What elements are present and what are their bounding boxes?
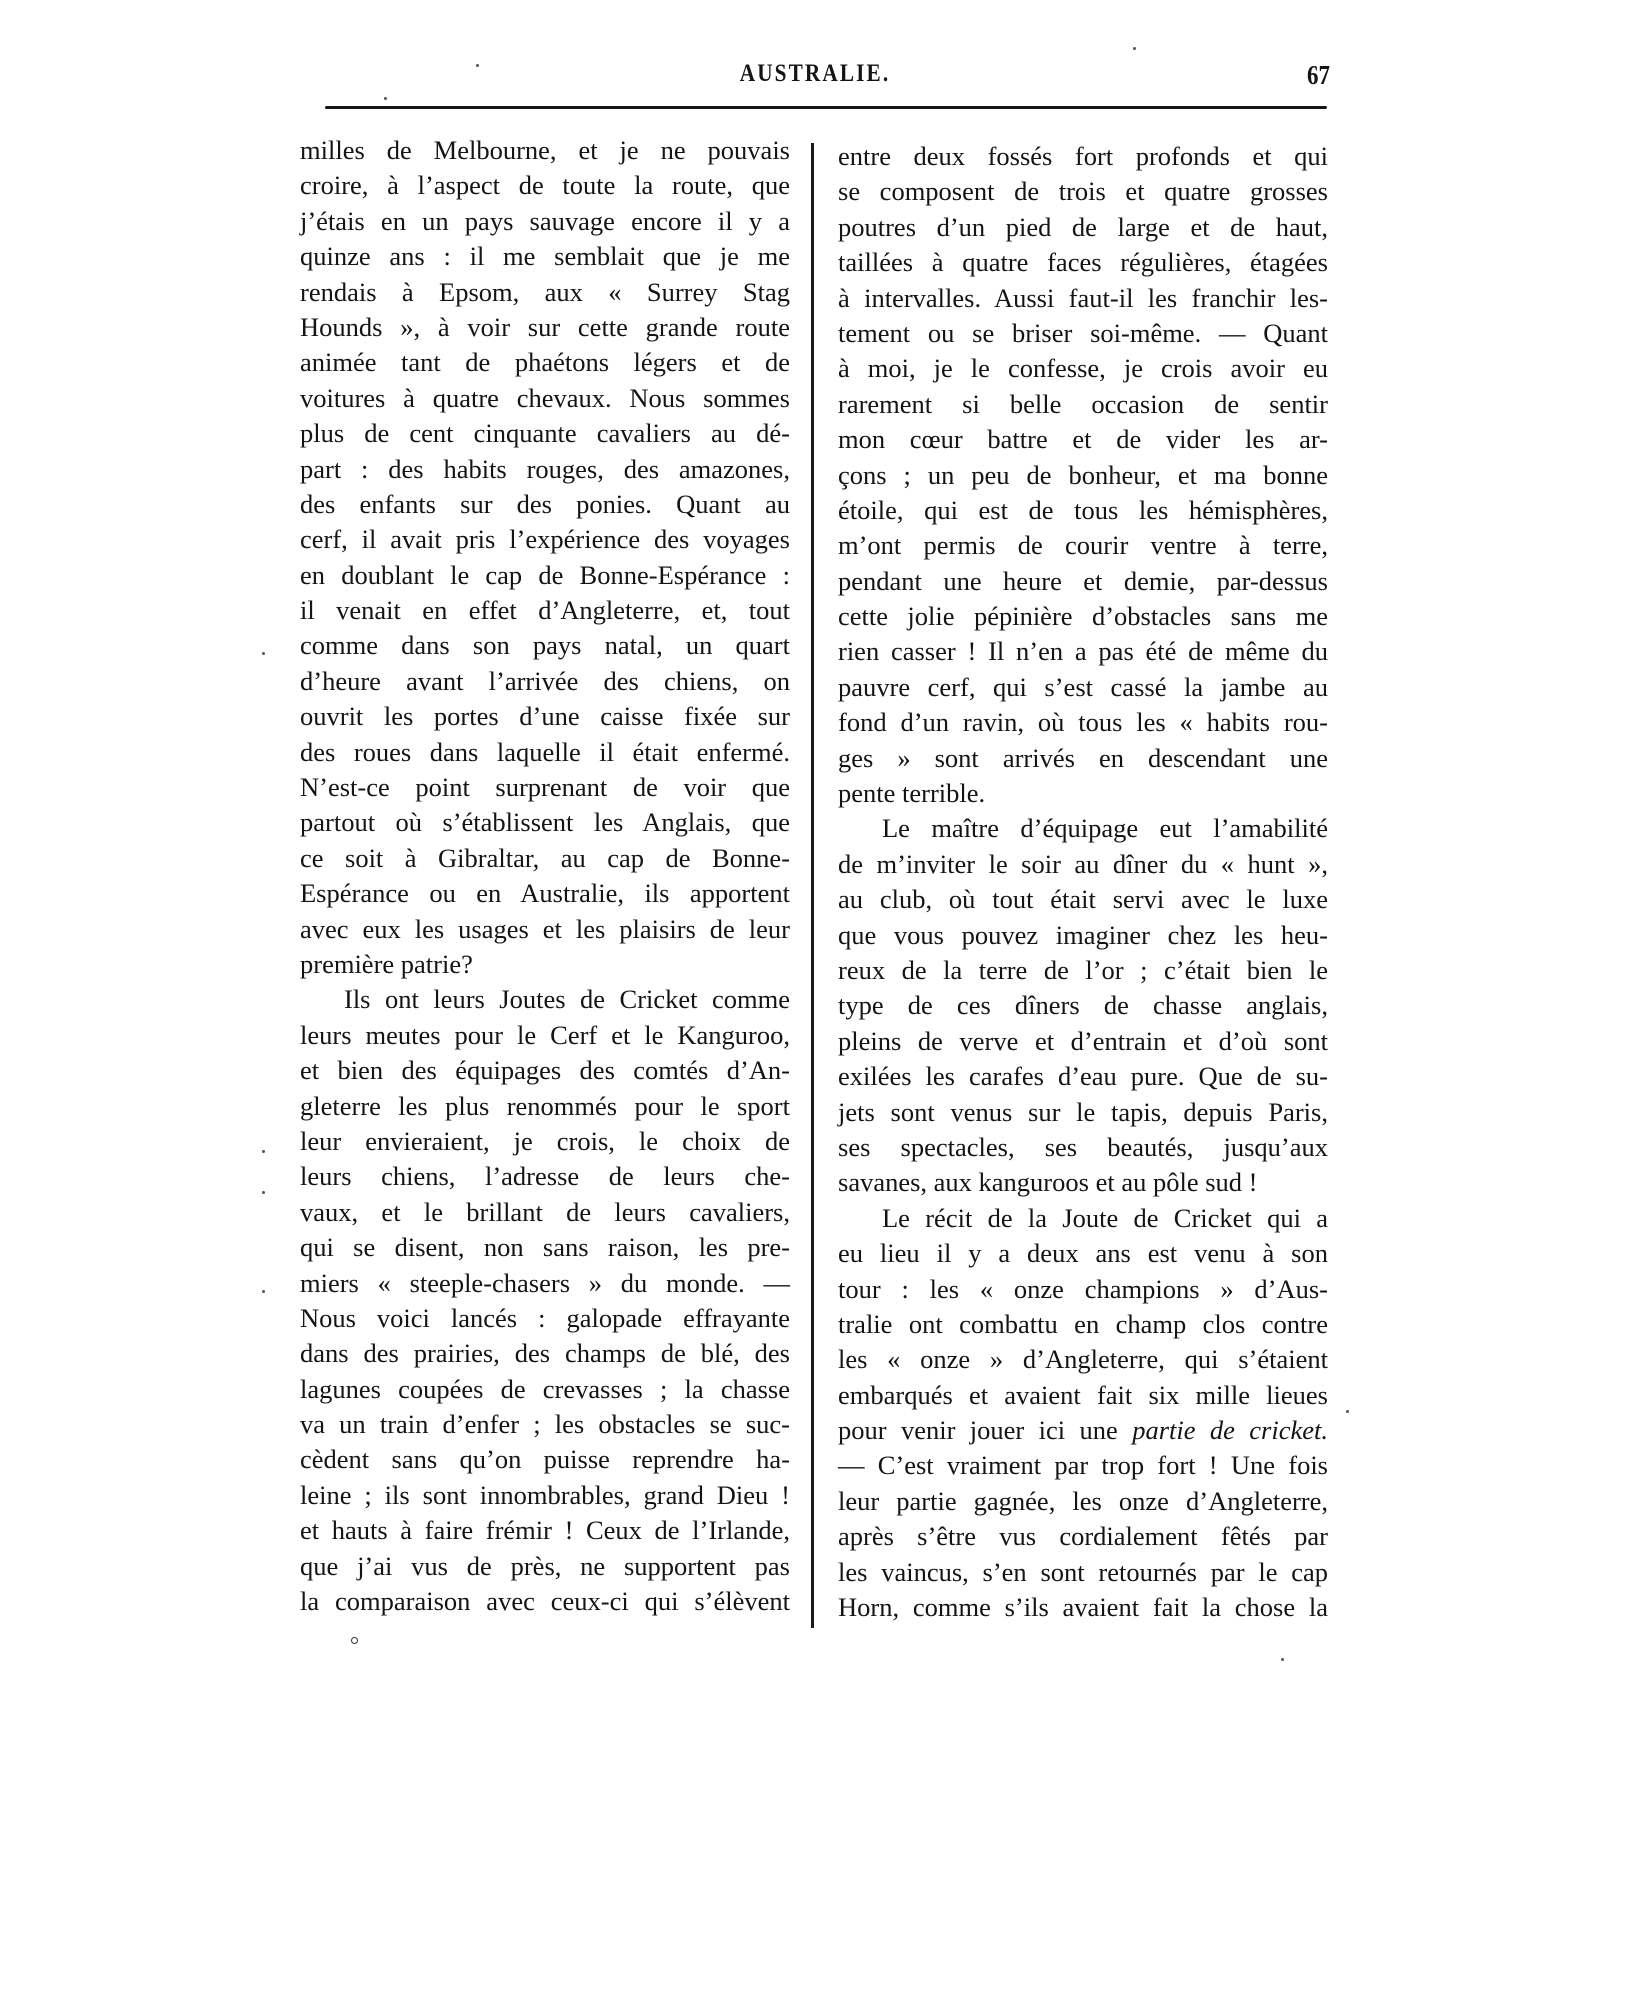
- text-line: rarement si belle occasion de sentir: [838, 388, 1328, 419]
- text-line: eu lieu il y a deux ans est venu à son: [838, 1238, 1328, 1269]
- text-line: mon cœur battre et de vider les ar-: [838, 424, 1328, 455]
- paragraph-end-line: pente terrible.: [838, 778, 986, 809]
- scan-speck: [262, 1290, 265, 1293]
- text-line: au club, où tout était servi avec le luxe: [838, 884, 1328, 915]
- text-line: rien casser ! Il n’en a pas été de même du: [838, 636, 1328, 667]
- text-line: fond d’un ravin, où tous les « habits rou-: [838, 707, 1328, 738]
- text-line: tralie ont combattu en champ clos contre: [838, 1308, 1328, 1339]
- text-line: leur envieraient, je crois, le choix de: [300, 1125, 790, 1156]
- text-line: ges » sont arrivés en descendant une: [838, 742, 1328, 773]
- text-line: à moi, je le confesse, je crois avoir eu: [838, 353, 1328, 384]
- text-line: d’heure avant l’arrivée des chiens, on: [300, 665, 790, 696]
- scan-speck: [1281, 1658, 1284, 1661]
- text-line: cette jolie pépinière d’obstacles sans me: [838, 601, 1328, 632]
- text-line: comme dans son pays natal, un quart: [300, 630, 790, 661]
- text-line: type de ces dîners de chasse anglais,: [838, 990, 1328, 1021]
- text-line: exilées les carafes d’eau pure. Que de su-: [838, 1061, 1328, 1092]
- text-line: reux de la terre de l’or ; c’était bien le: [838, 954, 1328, 985]
- text-line: animée tant de phaétons légers et de: [300, 347, 790, 378]
- text-line: et hauts à faire frémir ! Ceux de l’Irlande,: [300, 1515, 790, 1546]
- text-line: dans des prairies, des champs de blé, des: [300, 1338, 790, 1369]
- running-title: AUSTRALIE.: [739, 60, 891, 87]
- header-rule: [325, 106, 1327, 109]
- paragraph-start-line: Le maître d’équipage eut l’amabilité: [882, 813, 1328, 844]
- text-line: que j’ai vus de près, ne supportent pas: [300, 1550, 790, 1581]
- text-line: ses spectacles, ses beautés, jusqu’aux: [838, 1131, 1328, 1162]
- scan-speck: [262, 652, 265, 655]
- text-line: étoile, qui est de tous les hémisphères,: [838, 494, 1328, 525]
- text-line: se composent de trois et quatre grosses: [838, 176, 1328, 207]
- text-line: leur partie gagnée, les onze d’Angleterre,: [838, 1485, 1328, 1516]
- text-line: Horn, comme s’ils avaient fait la chose la: [838, 1592, 1328, 1623]
- text-line: Nous voici lancés : galopade effrayante: [300, 1302, 790, 1333]
- text-line: pendant une heure et demie, par-dessus: [838, 565, 1328, 596]
- text-line: m’ont permis de courir ventre à terre,: [838, 530, 1328, 561]
- italic-phrase: partie de cricket.: [1132, 1415, 1328, 1446]
- text-line: en doublant le cap de Bonne-Espérance :: [300, 559, 790, 590]
- text-line: part : des habits rouges, des amazones,: [300, 453, 790, 484]
- text-line: après s’être vus cordialement fêtés par: [838, 1521, 1328, 1552]
- text-line: ouvrit les portes d’une caisse fixée sur: [300, 701, 790, 732]
- text-line-with-italic: [838, 1413, 1328, 1448]
- text-line: tour : les « onze champions » d’Aus-: [838, 1273, 1328, 1304]
- scan-speck: [384, 97, 387, 100]
- text-line: miers « steeple-chasers » du monde. —: [300, 1267, 790, 1298]
- text-line: la comparaison avec ceux-ci qui s’élèvent: [300, 1586, 790, 1617]
- paragraph-start-line: Le récit de la Joute de Cricket qui a: [882, 1202, 1328, 1233]
- page-number: 67: [1307, 60, 1330, 90]
- text-line: partout où s’établissent les Anglais, que: [300, 807, 790, 838]
- text-line: cèdent sans qu’on puisse reprendre ha-: [300, 1444, 790, 1475]
- scan-speck: [262, 1191, 265, 1194]
- right-column: [838, 139, 1328, 1625]
- text-line: Hounds », à voir sur cette grande route: [300, 311, 790, 342]
- text-line: cerf, il avait pris l’expérience des voyages: [300, 524, 790, 555]
- text-line: — C’est vraiment par trop fort ! Une fois: [838, 1450, 1328, 1481]
- text-line: jets sont venus sur le tapis, depuis Paris,: [838, 1096, 1328, 1127]
- text-line: qui se disent, non sans raison, les pre-: [300, 1232, 790, 1263]
- text-line: vaux, et le brillant de leurs cavaliers,: [300, 1196, 790, 1227]
- text-line: Espérance ou en Australie, ils apportent: [300, 878, 790, 909]
- text-line: des enfants sur des ponies. Quant au: [300, 488, 790, 519]
- text-line: et bien des équipages des comtés d’An-: [300, 1055, 790, 1086]
- text-line: rendais à Epsom, aux « Surrey Stag: [300, 276, 790, 307]
- paragraph-end-line: première patrie?: [300, 948, 473, 979]
- text-line: des roues dans laquelle il était enfermé.: [300, 736, 790, 767]
- text-line: entre deux fossés fort profonds et qui: [838, 141, 1328, 171]
- scan-speck: [1346, 1410, 1349, 1413]
- text-line: les vaincus, s’en sont retournés par le cap: [838, 1556, 1328, 1587]
- text-line: leine ; ils sont innombrables, grand Dieu !: [300, 1479, 790, 1510]
- text-line: poutres d’un pied de large et de haut,: [838, 211, 1328, 242]
- text-line: leurs chiens, l’adresse de leurs che-: [300, 1161, 790, 1192]
- scan-speck: [476, 64, 479, 67]
- text-line: ce soit à Gibraltar, au cap de Bonne-: [300, 842, 790, 873]
- left-column: [300, 133, 790, 1619]
- text-line: avec eux les usages et les plaisirs de leur: [300, 913, 790, 944]
- text-line: pauvre cerf, qui s’est cassé la jambe au: [838, 671, 1328, 702]
- running-head: [300, 56, 1330, 96]
- column-divider: [811, 143, 814, 1628]
- text-line: leurs meutes pour le Cerf et le Kanguroo,: [300, 1019, 790, 1050]
- text-line: va un train d’enfer ; les obstacles se suc-: [300, 1409, 790, 1440]
- text-line: à intervalles. Aussi faut-il les franchir les-: [838, 282, 1328, 313]
- text-line: gleterre les plus renommés pour le sport: [300, 1090, 790, 1121]
- text-line: embarqués et avaient fait six mille lieues: [838, 1379, 1328, 1410]
- text-line: il venait en effet d’Angleterre, et, tout: [300, 595, 790, 626]
- text-line: quinze ans : il me semblait que je me: [300, 241, 790, 272]
- text-line: N’est-ce point surprenant de voir que: [300, 772, 790, 803]
- text-line: j’étais en un pays sauvage encore il y a: [300, 205, 790, 236]
- text-line: lagunes coupées de crevasses ; la chasse: [300, 1373, 790, 1404]
- text-line: de m’inviter le soir au dîner du « hunt »,: [838, 848, 1328, 879]
- text-line: croire, à l’aspect de toute la route, que: [300, 170, 790, 201]
- text-line: plus de cent cinquante cavaliers au dé-: [300, 418, 790, 449]
- text-line: les « onze » d’Angleterre, qui s’étaient: [838, 1344, 1328, 1375]
- text-fragment: pour venir jouer ici une: [838, 1415, 1133, 1446]
- text-line: çons ; un peu de bonheur, et ma bonne: [838, 459, 1328, 490]
- text-line: taillées à quatre faces régulières, étagées: [838, 247, 1328, 278]
- paragraph-end-line: savanes, aux kanguroos et au pôle sud !: [838, 1167, 1258, 1198]
- text-line: milles de Melbourne, et je ne pouvais: [300, 135, 790, 165]
- text-line: pleins de verve et d’entrain et d’où sont: [838, 1025, 1328, 1056]
- paragraph-start-line: Ils ont leurs Joutes de Cricket comme: [344, 984, 790, 1015]
- text-line: que vous pouvez imaginer chez les heu-: [838, 919, 1328, 950]
- scan-ring-mark: [351, 1637, 358, 1644]
- text-line: tement ou se briser soi-même. — Quant: [838, 317, 1328, 348]
- scan-speck: [262, 1150, 265, 1153]
- scan-speck: [1133, 47, 1136, 50]
- text-line: voitures à quatre chevaux. Nous sommes: [300, 382, 790, 413]
